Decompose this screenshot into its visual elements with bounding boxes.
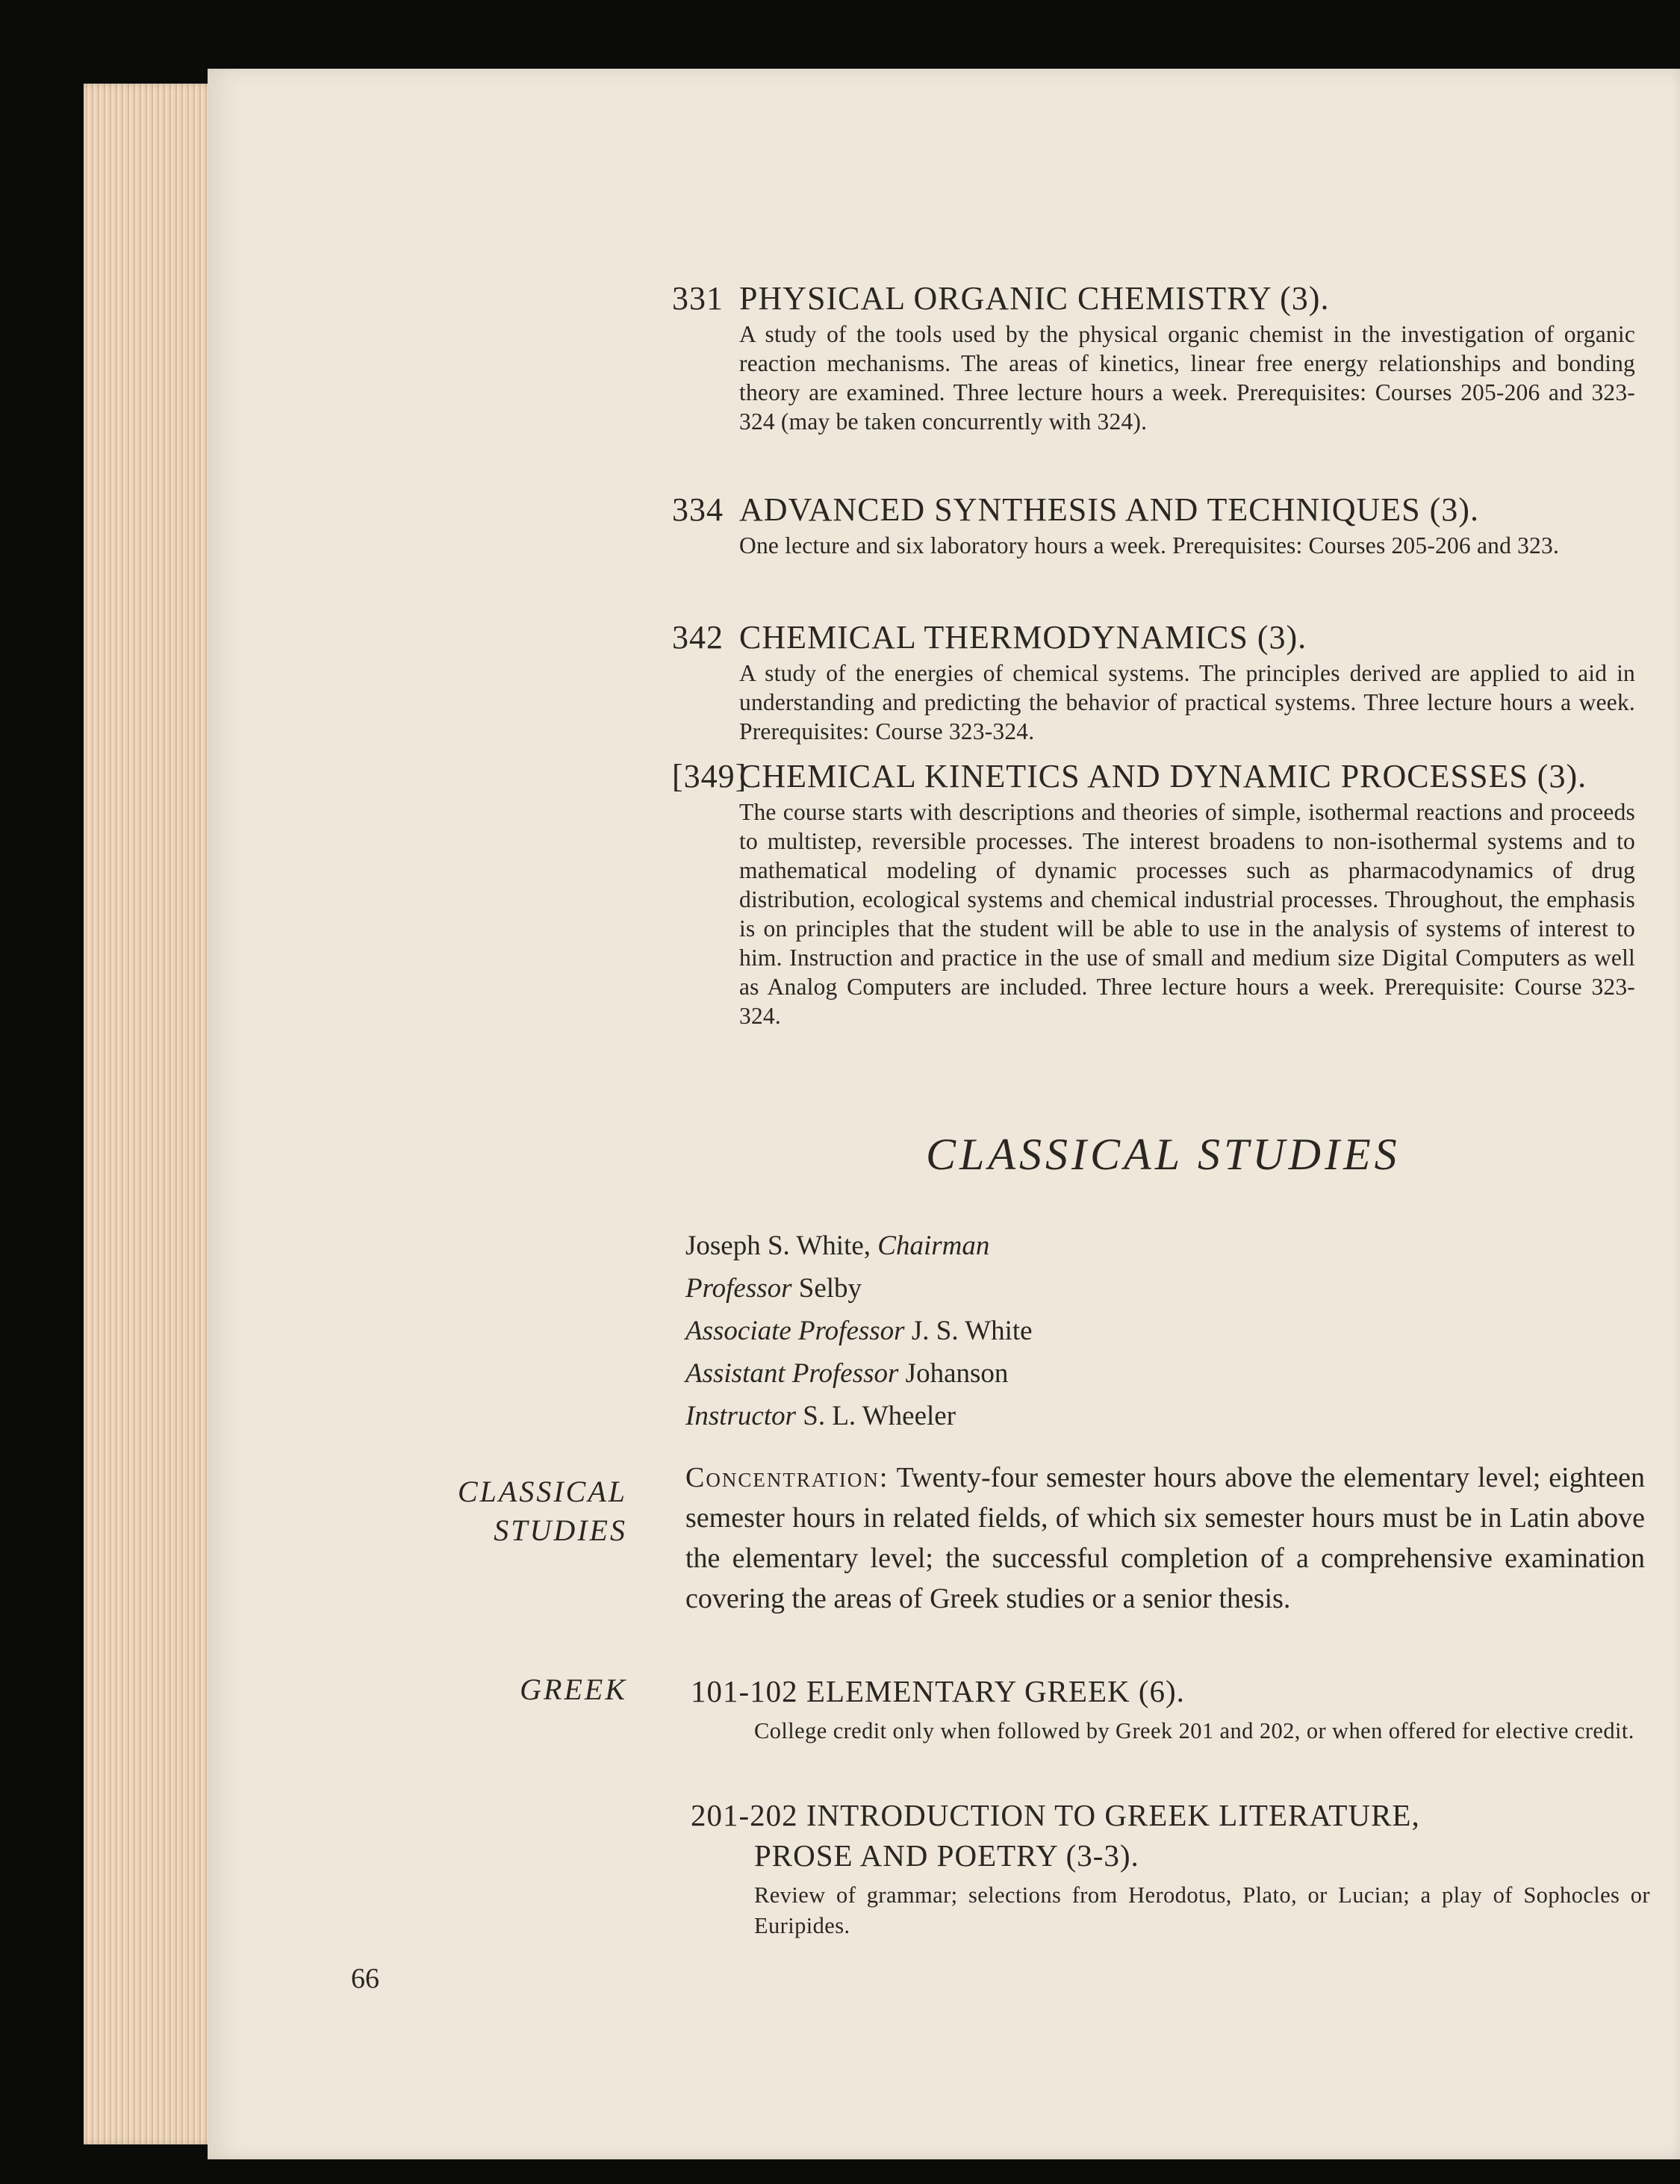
margin-label-line: STUDIES xyxy=(494,1513,627,1547)
staff-list xyxy=(685,1225,1033,1437)
course-number: 331 xyxy=(672,280,724,317)
concentration-paragraph xyxy=(685,1457,1645,1619)
staff-rank: Instructor xyxy=(685,1401,796,1431)
concentration-label: Concentration: xyxy=(685,1462,889,1493)
staff-rank: Professor xyxy=(685,1273,792,1304)
margin-label-classical-studies xyxy=(403,1472,627,1550)
course-heading xyxy=(691,1671,1654,1711)
course-heading xyxy=(672,756,1643,797)
course-342 xyxy=(672,617,1643,746)
course-greek-201-202 xyxy=(691,1795,1654,1941)
course-349 xyxy=(672,756,1643,1030)
course-description: A study of the tools used by the physical organic chemist in the investigation of organic reaction mechanisms. The areas of kinetics, linear free energy relationships and bonding theory are examined. Three lecture hours a week. Prerequisites: Courses 205-206 and 323-324 (may be taken concurrently with 324). xyxy=(739,321,1635,435)
course-title: ADVANCED SYNTHESIS AND TECHNIQUES (3). xyxy=(739,491,1479,528)
staff-rank: Associate Professor xyxy=(685,1316,905,1346)
staff-name: Selby xyxy=(791,1273,862,1304)
course-heading xyxy=(672,489,1643,531)
staff-name: Johanson xyxy=(898,1358,1009,1389)
staff-chairman xyxy=(685,1225,1033,1267)
section-title: CLASSICAL STUDIES xyxy=(926,1130,1401,1179)
course-description: College credit only when followed by Greek 201 and 202, or when offered for elective credit. xyxy=(754,1718,1634,1743)
course-title-continued: PROSE AND POETRY (3-3). xyxy=(754,1838,1139,1873)
course-number: [349] xyxy=(672,758,747,794)
course-heading xyxy=(691,1795,1654,1835)
course-heading xyxy=(672,278,1643,320)
course-number: 201-202 xyxy=(691,1798,798,1832)
staff-name: J. S. White xyxy=(904,1316,1033,1346)
course-greek-101-102 xyxy=(691,1671,1654,1746)
staff-professor xyxy=(685,1267,1033,1310)
staff-associate-professor xyxy=(685,1310,1033,1352)
course-number: 342 xyxy=(672,619,724,656)
course-title: CHEMICAL THERMODYNAMICS (3). xyxy=(739,619,1307,656)
concentration-text: Twenty-four semester hours above the elementary level; eighteen semester hours in related fields, of which six semester hours must be in Latin above the elementary level; the successful completion of a comprehensive examination covering the areas of Greek studies or a senior thesis. xyxy=(685,1462,1645,1614)
staff-rank: Chairman xyxy=(877,1231,990,1261)
staff-name: S. L. Wheeler xyxy=(796,1401,956,1431)
course-title: INTRODUCTION TO GREEK LITERATURE, xyxy=(806,1798,1420,1832)
course-title: PHYSICAL ORGANIC CHEMISTRY (3). xyxy=(739,280,1330,317)
course-title: CHEMICAL KINETICS AND DYNAMIC PROCESSES (3). xyxy=(739,758,1587,794)
staff-name: Joseph S. White, xyxy=(685,1231,878,1261)
course-heading xyxy=(672,617,1643,659)
course-number: 334 xyxy=(672,491,724,528)
course-title: ELEMENTARY GREEK (6). xyxy=(806,1674,1185,1708)
page-number: 66 xyxy=(351,1963,379,1994)
course-number: 101-102 xyxy=(691,1674,798,1708)
course-description: One lecture and six laboratory hours a week. Prerequisites: Courses 205-206 and 323. xyxy=(739,532,1560,559)
margin-label-line: CLASSICAL xyxy=(457,1475,627,1508)
course-description: Review of grammar; selections from Herodotus, Plato, or Lucian; a play of Sophocles or Euripides. xyxy=(754,1882,1650,1938)
course-334 xyxy=(672,489,1643,560)
course-description: The course starts with descriptions and theories of simple, isothermal reactions and proceeds to multistep, reversible processes. The interest broadens to non-isothermal systems and to mathematical modeling of dynamic processes such as pharmacodynamics of drug distribution, ecological systems and chemical industrial processes. Throughout, the emphasis is on principles that the student will be able to use in the analysis of systems of interest to him. Instruction and practice in the use of small and medium size Digital Computers as well as Analog Computers are included. Three lecture hours a week. Prerequisite: Course 323-324. xyxy=(739,799,1635,1029)
page-edges xyxy=(84,84,218,2144)
course-331 xyxy=(672,278,1643,436)
staff-instructor xyxy=(685,1395,1033,1437)
course-description: A study of the energies of chemical systems. The principles derived are applied to aid in understanding and predicting the behavior of practical systems. Three lecture hours a week. Prerequisites: Course 323-324. xyxy=(739,660,1635,744)
staff-assistant-professor xyxy=(685,1352,1033,1395)
margin-label-greek: GREEK xyxy=(520,1673,627,1706)
staff-rank: Assistant Professor xyxy=(685,1358,899,1389)
